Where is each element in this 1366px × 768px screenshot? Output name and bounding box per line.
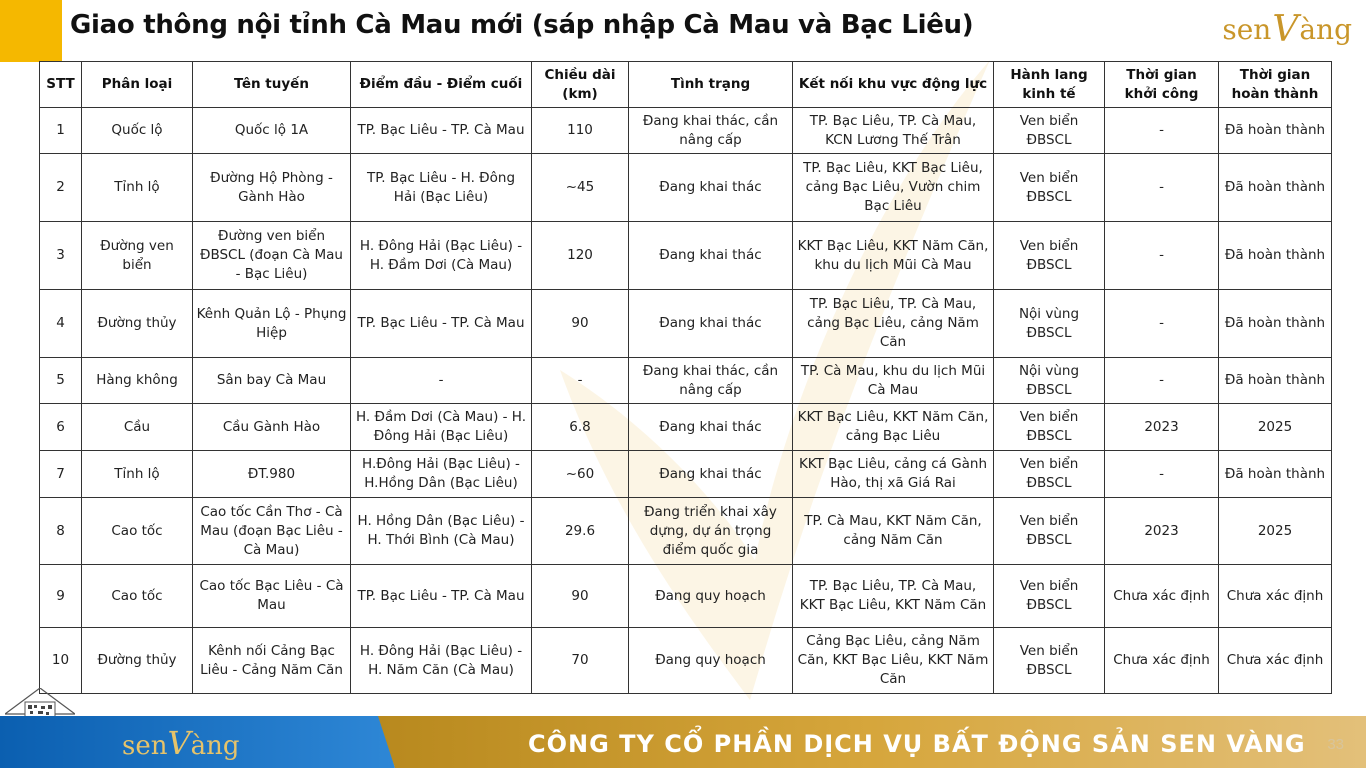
- table-row: [40, 628, 1332, 694]
- brand-logo: [1222, 8, 1352, 50]
- table-row: [40, 222, 1332, 290]
- footer-logo-text-1: sen: [122, 731, 168, 761]
- cell-completion-time: 2025: [1219, 498, 1332, 565]
- cell-stt: 7: [40, 451, 82, 498]
- col-header-start-time: Thời gian khởi công: [1105, 62, 1219, 108]
- cell-length: 29.6: [532, 498, 629, 565]
- qr-code-icon: [5, 688, 75, 718]
- cell-connections: KKT Bạc Liêu, KKT Năm Căn, khu du lịch Mũi Cà Mau: [793, 222, 994, 290]
- cell-completion-time: Đã hoàn thành: [1219, 290, 1332, 358]
- cell-route-name: Quốc lộ 1A: [193, 108, 351, 154]
- cell-status: Đang khai thác: [629, 451, 793, 498]
- cell-length: 90: [532, 565, 629, 628]
- cell-endpoints: H. Đầm Dơi (Cà Mau) - H. Đông Hải (Bạc Liêu): [351, 404, 532, 451]
- cell-length: 120: [532, 222, 629, 290]
- cell-start-time: -: [1105, 154, 1219, 222]
- title-accent-block: [0, 0, 62, 62]
- cell-length: ~60: [532, 451, 629, 498]
- cell-category: Cao tốc: [82, 498, 193, 565]
- cell-completion-time: Đã hoàn thành: [1219, 222, 1332, 290]
- table-body: [40, 108, 1332, 694]
- cell-connections: TP. Cà Mau, KKT Năm Căn, cảng Năm Căn: [793, 498, 994, 565]
- cell-corridor: Ven biển ĐBSCL: [994, 108, 1105, 154]
- company-name: CÔNG TY CỔ PHẦN DỊCH VỤ BẤT ĐỘNG SẢN SEN VÀNG: [528, 730, 1306, 758]
- cell-connections: KKT Bạc Liêu, KKT Năm Căn, cảng Bạc Liêu: [793, 404, 994, 451]
- cell-stt: 1: [40, 108, 82, 154]
- cell-completion-time: Chưa xác định: [1219, 565, 1332, 628]
- col-header-stt: STT: [40, 62, 82, 108]
- col-header-connections: Kết nối khu vực động lực: [793, 62, 994, 108]
- footer-bar: [0, 716, 1366, 768]
- cell-route-name: Đường Hộ Phòng - Gành Hào: [193, 154, 351, 222]
- cell-start-time: 2023: [1105, 404, 1219, 451]
- cell-route-name: Sân bay Cà Mau: [193, 358, 351, 404]
- col-header-status: Tình trạng: [629, 62, 793, 108]
- cell-completion-time: Đã hoàn thành: [1219, 451, 1332, 498]
- cell-start-time: 2023: [1105, 498, 1219, 565]
- table-header-row: [40, 62, 1332, 108]
- cell-corridor: Ven biển ĐBSCL: [994, 451, 1105, 498]
- cell-start-time: -: [1105, 222, 1219, 290]
- cell-completion-time: Chưa xác định: [1219, 628, 1332, 694]
- table-row: [40, 290, 1332, 358]
- cell-length: ~45: [532, 154, 629, 222]
- cell-category: Tỉnh lộ: [82, 154, 193, 222]
- cell-corridor: Ven biển ĐBSCL: [994, 222, 1105, 290]
- cell-connections: TP. Cà Mau, khu du lịch Mũi Cà Mau: [793, 358, 994, 404]
- cell-completion-time: Đã hoàn thành: [1219, 358, 1332, 404]
- footer-logo-text-2: V: [167, 724, 191, 762]
- cell-completion-time: 2025: [1219, 404, 1332, 451]
- cell-stt: 6: [40, 404, 82, 451]
- cell-stt: 9: [40, 565, 82, 628]
- cell-stt: 4: [40, 290, 82, 358]
- table-row: [40, 451, 1332, 498]
- cell-endpoints: TP. Bạc Liêu - H. Đông Hải (Bạc Liêu): [351, 154, 532, 222]
- cell-category: Đường thủy: [82, 290, 193, 358]
- cell-route-name: Cao tốc Bạc Liêu - Cà Mau: [193, 565, 351, 628]
- cell-status: Đang khai thác: [629, 404, 793, 451]
- cell-status: Đang khai thác: [629, 222, 793, 290]
- brand-logo-text-2: V: [1272, 8, 1299, 50]
- cell-start-time: -: [1105, 290, 1219, 358]
- cell-endpoints: TP. Bạc Liêu - TP. Cà Mau: [351, 108, 532, 154]
- cell-connections: TP. Bạc Liêu, TP. Cà Mau, cảng Bạc Liêu, cảng Năm Căn: [793, 290, 994, 358]
- cell-corridor: Ven biển ĐBSCL: [994, 628, 1105, 694]
- cell-status: Đang khai thác: [629, 154, 793, 222]
- cell-start-time: -: [1105, 108, 1219, 154]
- cell-category: Tỉnh lộ: [82, 451, 193, 498]
- cell-start-time: Chưa xác định: [1105, 565, 1219, 628]
- cell-route-name: Đường ven biển ĐBSCL (đoạn Cà Mau - Bạc Liêu): [193, 222, 351, 290]
- cell-endpoints: TP. Bạc Liêu - TP. Cà Mau: [351, 565, 532, 628]
- cell-connections: TP. Bạc Liêu, TP. Cà Mau, KCN Lương Thế Trân: [793, 108, 994, 154]
- cell-endpoints: H.Đông Hải (Bạc Liêu) - H.Hồng Dân (Bạc Liêu): [351, 451, 532, 498]
- col-header-length: Chiều dài (km): [532, 62, 629, 108]
- cell-connections: KKT Bạc Liêu, cảng cá Gành Hào, thị xã Giá Rai: [793, 451, 994, 498]
- cell-corridor: Ven biển ĐBSCL: [994, 154, 1105, 222]
- cell-length: 70: [532, 628, 629, 694]
- cell-category: Hàng không: [82, 358, 193, 404]
- cell-category: Đường thủy: [82, 628, 193, 694]
- cell-endpoints: H. Đông Hải (Bạc Liêu) - H. Năm Căn (Cà Mau): [351, 628, 532, 694]
- cell-status: Đang khai thác: [629, 290, 793, 358]
- table-row: [40, 108, 1332, 154]
- col-header-endpoints: Điểm đầu - Điểm cuối: [351, 62, 532, 108]
- cell-length: 110: [532, 108, 629, 154]
- brand-logo-text-3: àng: [1299, 12, 1352, 46]
- cell-start-time: -: [1105, 358, 1219, 404]
- cell-endpoints: H. Hồng Dân (Bạc Liêu) - H. Thới Bình (Cà Mau): [351, 498, 532, 565]
- page-number: 33: [1327, 736, 1344, 753]
- table-row: [40, 565, 1332, 628]
- cell-route-name: Cao tốc Cần Thơ - Cà Mau (đoạn Bạc Liêu - Cà Mau): [193, 498, 351, 565]
- cell-endpoints: -: [351, 358, 532, 404]
- cell-stt: 5: [40, 358, 82, 404]
- cell-stt: 8: [40, 498, 82, 565]
- table-row: [40, 404, 1332, 451]
- cell-route-name: Kênh nối Cảng Bạc Liêu - Cảng Năm Căn: [193, 628, 351, 694]
- cell-category: Cao tốc: [82, 565, 193, 628]
- cell-connections: TP. Bạc Liêu, TP. Cà Mau, KKT Bạc Liêu, KKT Năm Căn: [793, 565, 994, 628]
- cell-endpoints: TP. Bạc Liêu - TP. Cà Mau: [351, 290, 532, 358]
- page-title: Giao thông nội tỉnh Cà Mau mới (sáp nhập Cà Mau và Bạc Liêu): [70, 10, 974, 40]
- cell-stt: 10: [40, 628, 82, 694]
- cell-corridor: Nội vùng ĐBSCL: [994, 290, 1105, 358]
- col-header-completion-time: Thời gian hoàn thành: [1219, 62, 1332, 108]
- cell-status: Đang khai thác, cần nâng cấp: [629, 358, 793, 404]
- cell-connections: Cảng Bạc Liêu, cảng Năm Căn, KKT Bạc Liêu, KKT Năm Căn: [793, 628, 994, 694]
- cell-status: Đang quy hoạch: [629, 628, 793, 694]
- col-header-corridor: Hành lang kinh tế: [994, 62, 1105, 108]
- cell-route-name: Cầu Gành Hào: [193, 404, 351, 451]
- col-header-category: Phân loại: [82, 62, 193, 108]
- cell-route-name: ĐT.980: [193, 451, 351, 498]
- routes-table: [39, 61, 1332, 694]
- table-row: [40, 358, 1332, 404]
- cell-completion-time: Đã hoàn thành: [1219, 154, 1332, 222]
- cell-length: -: [532, 358, 629, 404]
- brand-logo-text-1: sen: [1222, 12, 1272, 46]
- cell-category: Cầu: [82, 404, 193, 451]
- cell-start-time: -: [1105, 451, 1219, 498]
- cell-length: 6.8: [532, 404, 629, 451]
- cell-connections: TP. Bạc Liêu, KKT Bạc Liêu, cảng Bạc Liêu, Vườn chim Bạc Liêu: [793, 154, 994, 222]
- table-row: [40, 498, 1332, 565]
- cell-status: Đang khai thác, cần nâng cấp: [629, 108, 793, 154]
- col-header-route-name: Tên tuyến: [193, 62, 351, 108]
- cell-stt: 3: [40, 222, 82, 290]
- cell-corridor: Ven biển ĐBSCL: [994, 404, 1105, 451]
- footer-logo-text-3: àng: [190, 731, 240, 761]
- cell-route-name: Kênh Quản Lộ - Phụng Hiệp: [193, 290, 351, 358]
- cell-completion-time: Đã hoàn thành: [1219, 108, 1332, 154]
- cell-corridor: Ven biển ĐBSCL: [994, 565, 1105, 628]
- cell-corridor: Ven biển ĐBSCL: [994, 498, 1105, 565]
- cell-category: Quốc lộ: [82, 108, 193, 154]
- cell-start-time: Chưa xác định: [1105, 628, 1219, 694]
- cell-category: Đường ven biển: [82, 222, 193, 290]
- table-row: [40, 154, 1332, 222]
- cell-stt: 2: [40, 154, 82, 222]
- cell-status: Đang triển khai xây dựng, dự án trọng điểm quốc gia: [629, 498, 793, 565]
- cell-status: Đang quy hoạch: [629, 565, 793, 628]
- cell-corridor: Nội vùng ĐBSCL: [994, 358, 1105, 404]
- cell-length: 90: [532, 290, 629, 358]
- footer-logo: [122, 724, 239, 762]
- cell-endpoints: H. Đông Hải (Bạc Liêu) - H. Đầm Dơi (Cà Mau): [351, 222, 532, 290]
